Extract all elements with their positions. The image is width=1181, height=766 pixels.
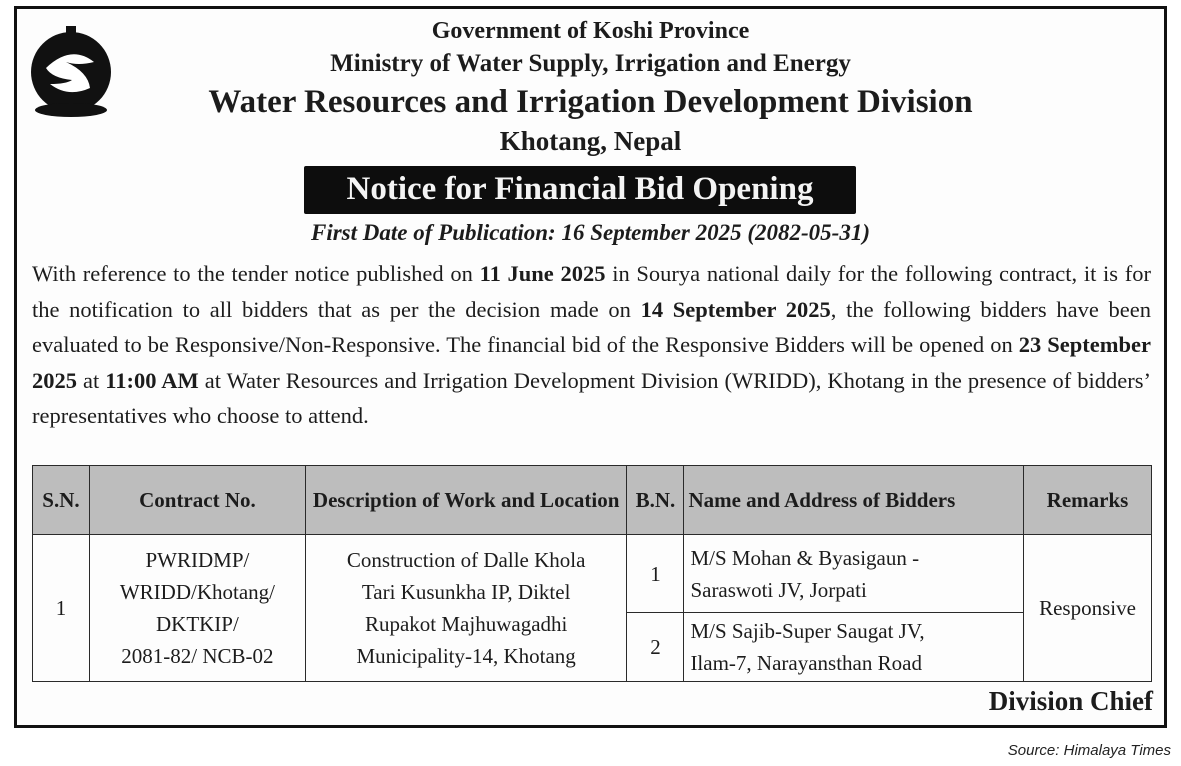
notice-body: [32, 256, 1151, 434]
decision-date: 14 September 2025: [640, 296, 831, 322]
cell-sn: 1: [33, 535, 90, 682]
contract-line: PWRIDMP/: [145, 548, 250, 572]
cell-description: [305, 535, 627, 682]
bidder-address: Ilam-7, Narayansthan Road: [690, 651, 922, 675]
opening-date: 23 September 2025: [32, 332, 1151, 393]
table-row: [33, 535, 1152, 613]
description-line: Construction of Dalle Khola: [346, 548, 586, 572]
body-text: , the following bidders have been evaluated to be Responsive/Non-Responsive. The financial bid of the Responsive Bidders will be opened on: [32, 296, 1151, 358]
description-line: Municipality-14, Khotang: [356, 644, 576, 668]
government-line: Government of Koshi Province: [431, 18, 750, 44]
cell-bn: 2: [627, 613, 684, 682]
cell-bidder: [684, 535, 1024, 613]
location-line: Khotang, Nepal: [499, 126, 682, 156]
bidders-table: [32, 465, 1152, 682]
division-line: Water Resources and Irrigation Development Division: [208, 84, 973, 120]
contract-line: WRIDD/Khotang/: [119, 580, 275, 604]
bidder-address: Saraswoti JV, Jorpati: [690, 577, 867, 602]
source-credit: Source: Himalaya Times: [1007, 742, 1171, 759]
body-text: at Water Resources and Irrigation Development Division (WRIDD), Khotang in the presence of bidders’ representatives who choose to attend.: [32, 367, 1152, 429]
header-description: Description of Work and Location: [305, 466, 627, 535]
header-remarks: Remarks: [1023, 466, 1151, 535]
ministry-line: Ministry of Water Supply, Irrigation and Energy: [330, 50, 851, 77]
description-line: Rupakot Majhuwagadhi: [364, 612, 568, 636]
body-text: With reference to the tender notice published on: [32, 261, 480, 286]
cell-remarks: Responsive: [1023, 535, 1151, 682]
header-bidders: Name and Address of Bidders: [684, 466, 1024, 535]
bidder-name: M/S Mohan & Byasigaun -: [690, 545, 920, 570]
cell-contract-no: [89, 535, 305, 682]
contract-line: DKTKIP/: [155, 612, 239, 636]
bidder-name: M/S Sajib-Super Saugat JV,: [690, 619, 925, 643]
tender-date: 11 June 2025: [479, 261, 606, 286]
header-contract-no: Contract No.: [89, 466, 305, 535]
signature-division-chief: Division Chief: [988, 686, 1153, 716]
cell-bn: 1: [627, 535, 684, 613]
description-line: Tari Kusunkha IP, Diktel: [361, 580, 571, 604]
body-text: at: [77, 367, 106, 393]
header-bn: B.N.: [627, 466, 684, 535]
notice-title-banner: Notice for Financial Bid Opening: [304, 166, 856, 214]
contract-line: 2081-82/ NCB-02: [121, 644, 274, 668]
header-sn: S.N.: [33, 466, 90, 535]
body-text: in Sourya national daily for the following contract, it is for the notification to all bidders that as per the decision made on: [32, 261, 1151, 322]
publication-date: First Date of Publication: 16 September 2025 (2082-05-31): [311, 220, 870, 245]
table-header-row: [33, 466, 1152, 535]
cell-bidder: [684, 613, 1024, 682]
opening-time: 11:00 AM: [105, 367, 199, 393]
